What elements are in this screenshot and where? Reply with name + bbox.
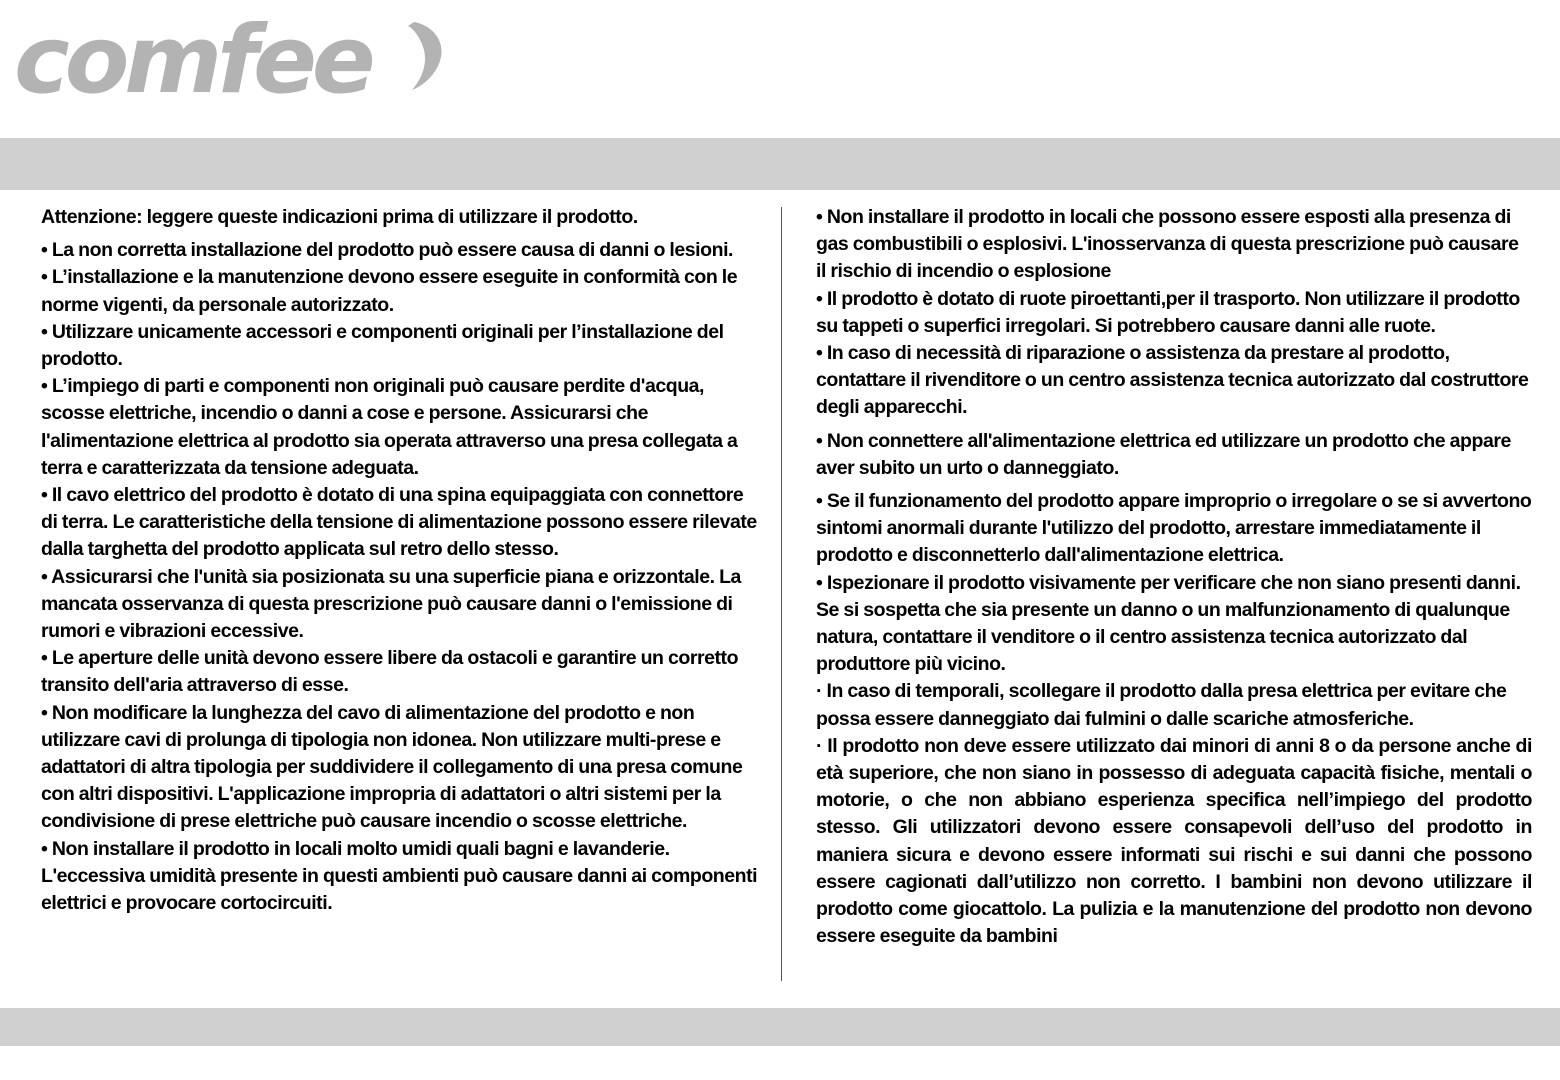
comfee-logo-graphic	[12, 6, 452, 126]
safety-item: • In caso di necessità di riparazione o assistenza da prestare al prodotto, contattare il rivenditore o un centro assistenza tecnica autorizzato dal costruttore degli apparecchi.	[816, 342, 1529, 419]
logo-swoosh-icon	[408, 22, 442, 90]
logo-wordmark: comfee	[14, 6, 371, 115]
safety-item: • Non installare il prodotto in locali che possono essere esposti alla presenza di gas combustibili o esplosivi. L'inosservanza di questa prescrizione può causare il rischio di incendio o esplosione	[816, 206, 1519, 283]
warning-heading: Attenzione: leggere queste indicazioni prima di utilizzare il prodotto.	[41, 206, 638, 228]
safety-item: • Il cavo elettrico del prodotto è dotato di una spina equipaggiata con connettore di terra. Le caratteristiche della tensione di alimentazione possono essere rilevate dalla targhetta del prodotto applicata sul retro dello stesso.	[41, 484, 757, 561]
header-band	[0, 138, 1560, 190]
left-column	[41, 204, 763, 917]
safety-item: • Assicurarsi che l'unità sia posizionata su una superficie piana e orizzontale. La mancata osservanza di questa prescrizione può causare danni o l'emissione di rumori e vibrazioni eccessive.	[41, 565, 741, 643]
column-divider	[781, 207, 782, 981]
safety-item: • Utilizzare unicamente accessori e componenti originali per l’installazione del prodotto.	[41, 320, 724, 371]
safety-item: • L’impiego di parti e componenti non originali può causare perdite d'acqua, scosse elettriche, incendio o danni a cose e persone. Assicurarsi che l'alimentazione elettrica al prodotto sia operata attraverso una presa collegata a terra e caratterizzata da tensione adeguata.	[41, 375, 738, 479]
safety-item: • Non installare il prodotto in locali molto umidi quali bagni e lavanderie. L'eccessiva umidità presente in questi ambienti può causare danni ai componenti elettrici e provocare cortocircuiti.	[41, 837, 758, 915]
right-column	[816, 204, 1532, 950]
safety-item: • Se il funzionamento del prodotto appare improprio o irregolare o se si avvertono sintomi anormali durante l'utilizzo del prodotto, arrestare immediatamente il prodotto e disconnetterlo dall'alimentazione elettrica.	[816, 490, 1532, 567]
safety-item: • Ispezionare il prodotto visivamente per verificare che non siano presenti danni. Se si sospetta che sia presente un danno o un malfunzionamento di qualunque natura, contattare il venditore o il centro assistenza tecnica autorizzato dal produttore più vicino.	[816, 571, 1521, 676]
safety-item: • Non connettere all'alimentazione elettrica ed utilizzare un prodotto che appare aver subito un urto o danneggiato.	[816, 429, 1511, 479]
footer-band	[0, 1008, 1560, 1046]
safety-item: • La non corretta installazione del prodotto può essere causa di danni o lesioni.	[41, 239, 734, 262]
comfee-logo	[12, 6, 452, 126]
safety-item: · Il prodotto non deve essere utilizzato dai minori di anni 8 o da persone anche di età superiore, che non siano in possesso di adeguata capacità fisiche, mentali o motorie, o che non abbiano esperienza specifica nell’impiego del prodotto stesso. Gli utilizzatori devono essere consapevoli dell’uso del prodotto in maniera sicura e devono essere informati sui rischi e sui danni che possono essere cagionati dall’utilizzo non corretto. I bambini non devono utilizzare il prodotto come giocattolo. La pulizia e la manutenzione del prodotto non devono essere eseguite da bambini	[816, 734, 1532, 948]
safety-item: • Il prodotto è dotato di ruote piroettanti,per il trasporto. Non utilizzare il prodotto su tappeti o superfici irregolari. Si potrebbero causare danni alle ruote.	[816, 287, 1520, 337]
safety-item: • Le aperture delle unità devono essere libere da ostacoli e garantire un corretto transito dell'aria attraverso di esse.	[41, 647, 739, 697]
safety-item: • L’installazione e la manutenzione devono essere eseguite in conformità con le norme vigenti, da personale autorizzato.	[41, 266, 738, 316]
safety-item: · In caso di temporali, scollegare il prodotto dalla presa elettrica per evitare che possa essere danneggiato dai fulmini o dalle scariche atmosferiche.	[816, 680, 1507, 730]
safety-item: • Non modificare la lunghezza del cavo di alimentazione del prodotto e non utilizzare cavi di prolunga di tipologia non idonea. Non utilizzare multi-prese e adattatori di altra tipologia per suddividere il collegamento di una presa comune con altri dispositivi. L'applicazione impropria di adattatori o altri sistemi per la condivisione di prese elettriche può causare incendio o scosse elettriche.	[41, 701, 743, 833]
